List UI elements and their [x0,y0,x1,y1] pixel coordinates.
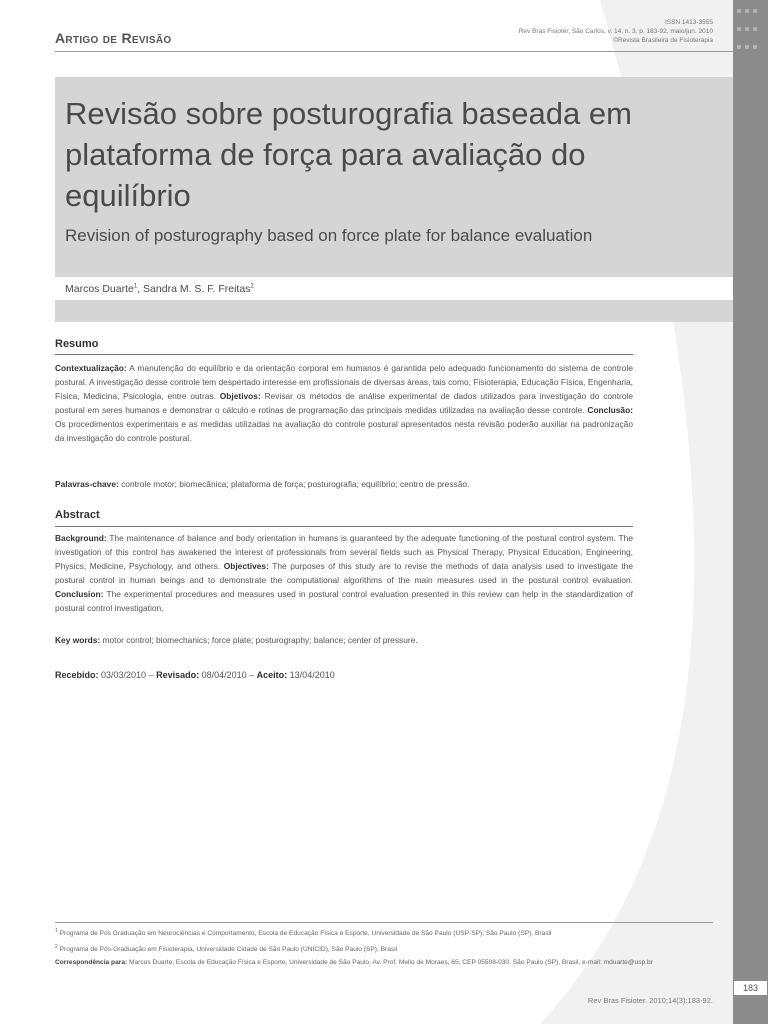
journal-issn: ISSN 1413-3555 [664,19,713,26]
abstract-heading: Abstract [55,509,100,521]
resumo-rule [55,354,633,355]
correspondence-label: Correspondência para: [55,958,128,966]
abstract-objectives-text: The purposes of this study are to revise the methods of data analysis used to investigate the postural control in human beings and to demonstrate the computational algorithms of the main measures used in the postural control evaluation. [55,561,633,586]
journal-info [519,18,713,45]
revised-date: 08/04/2010 [199,670,247,680]
palavras-chave [55,479,633,489]
palavras-chave-text: controle motor; biomecânica; plataforma de força; posturografia; equilíbrio; centro de pressão. [118,479,470,489]
footnote-text: Programa de Pós-Graduação em Fisioterapia, Universidade Cidade de São Paulo (UNICID), São Paulo (SP), Brasil [57,946,398,954]
title-bottom-band [55,300,733,322]
title-english: Revision of posturography based on force plate for balance evaluation [65,226,593,245]
resumo-text [55,361,633,446]
revised-label: Revisado: [156,670,200,680]
abstract-rule [55,526,633,527]
author-list [65,283,254,295]
footer-citation: Rev Bras Fisioter. 2010;14(3):183-92. [587,996,713,1005]
key-words-label: Key words: [55,635,101,645]
author-affiliation-mark: 1 [133,283,138,290]
author-separator: , [137,283,144,295]
footnote-text: Programa de Pós Graduação em Neurociências e Comportamento, Escola de Educação Física e Esporte, Universidade de São Paulo (USP-SP), São Paulo (SP), Brasil [57,930,552,938]
resumo-objectives-text: Revisar os métodos de análise experimental de dados utilizados para investigação do controle postural em seres humanos e demonstrar o cálculo e rotinas de programação das principais medidas utilizadas na avaliação desse controle. [55,391,634,416]
abstract-text [55,531,633,616]
resumo-label-conclusion: Conclusão: [587,405,633,416]
correspondence-text: Marcos Duarte, Escola de Educação Física e Esporte, Universidade de São Paulo, Av. Prof. Mello de Moraes, 65, CEP 05508-030, São Paulo (SP), Brasil, e-mail: mduarte@usp.br [127,958,653,966]
accepted-label: Aceito: [256,670,288,680]
footnote-affiliation-2 [55,941,705,957]
abstract-conclusion-text: The experimental procedures and measures used in postural control evaluation presented in this review can help in the standardization of postural control investigation. [55,589,633,614]
palavras-chave-label: Palavras-chave: [55,479,119,489]
abstract-label-background: Background: [55,533,107,543]
section-label: Artigo de Revisão [55,30,172,46]
footnote-correspondence [55,957,705,970]
received-label: Recebido: [55,670,99,680]
resumo-label-objectives: Objetivos: [219,391,261,402]
right-margin-strip [733,0,768,1024]
resumo-conclusion-text: Os procedimentos experimentais e as medidas utilizadas na avaliação do controle postural apresentados nesta revisão poderão auxiliar na padronização da investigação do controle postural. [55,419,633,444]
footnote-divider [55,922,713,923]
key-words [55,635,633,645]
title-portuguese: Revisão sobre posturografia baseada em plataforma de força para avaliação do equilíbrio [65,96,632,213]
author-name: Sandra M. S. F. Freitas [143,283,251,295]
resumo-context-text: A manutenção do equilíbrio e da orientação corporal em humanos é garantida pelo adequado funcionamento do sistema de controle postural. A investigação desse controle tem despertado interesse em profissionais de diversas áreas, tais como, Fisioterapia, Educação Física, Engenharia, Física, Medicina, Psicologia, entre outras. [55,363,633,402]
header-divider [55,51,733,52]
footnote-mark: 1 [55,928,58,934]
resumo-heading: Resumo [55,338,99,350]
page-number: 183 [733,980,768,996]
abstract-background-text: The maintenance of balance and body orientation in humans is guaranteed by the adequate functioning of the postural control system. The investigation of this control has awakened the interest of professionals from several fields such as Physical Therapy, Physical Education, Engineering, Physics, Medicine, Psychology, and others. [55,533,633,572]
journal-copyright: ©Revista Brasileira de Fisioterapia [613,37,713,44]
received-date: 03/03/2010 [98,670,147,680]
abstract-label-conclusion: Conclusion: [55,589,104,600]
resumo-label-context: Contextualização: [55,363,127,373]
date-separator: – [246,670,257,680]
submission-dates [55,670,335,680]
footnote-affiliation-1 [55,925,705,941]
author-name: Marcos Duarte [65,283,134,295]
footnote-mark: 2 [55,943,58,950]
author-affiliation-mark: 2 [250,283,254,290]
key-words-text: motor control; biomechanics; force plate; posturography; balance; center of pressure. [100,635,418,645]
abstract-label-objectives: Objectives: [223,561,269,572]
footnotes [55,925,705,969]
journal-citation: Rev Bras Fisioter, São Carlos, v. 14, n. 3, p. 183-92, maio/jun. 2010 [518,28,713,35]
decorative-dots [737,6,765,60]
date-separator: – [146,670,157,680]
accepted-date: 13/04/2010 [287,670,335,680]
